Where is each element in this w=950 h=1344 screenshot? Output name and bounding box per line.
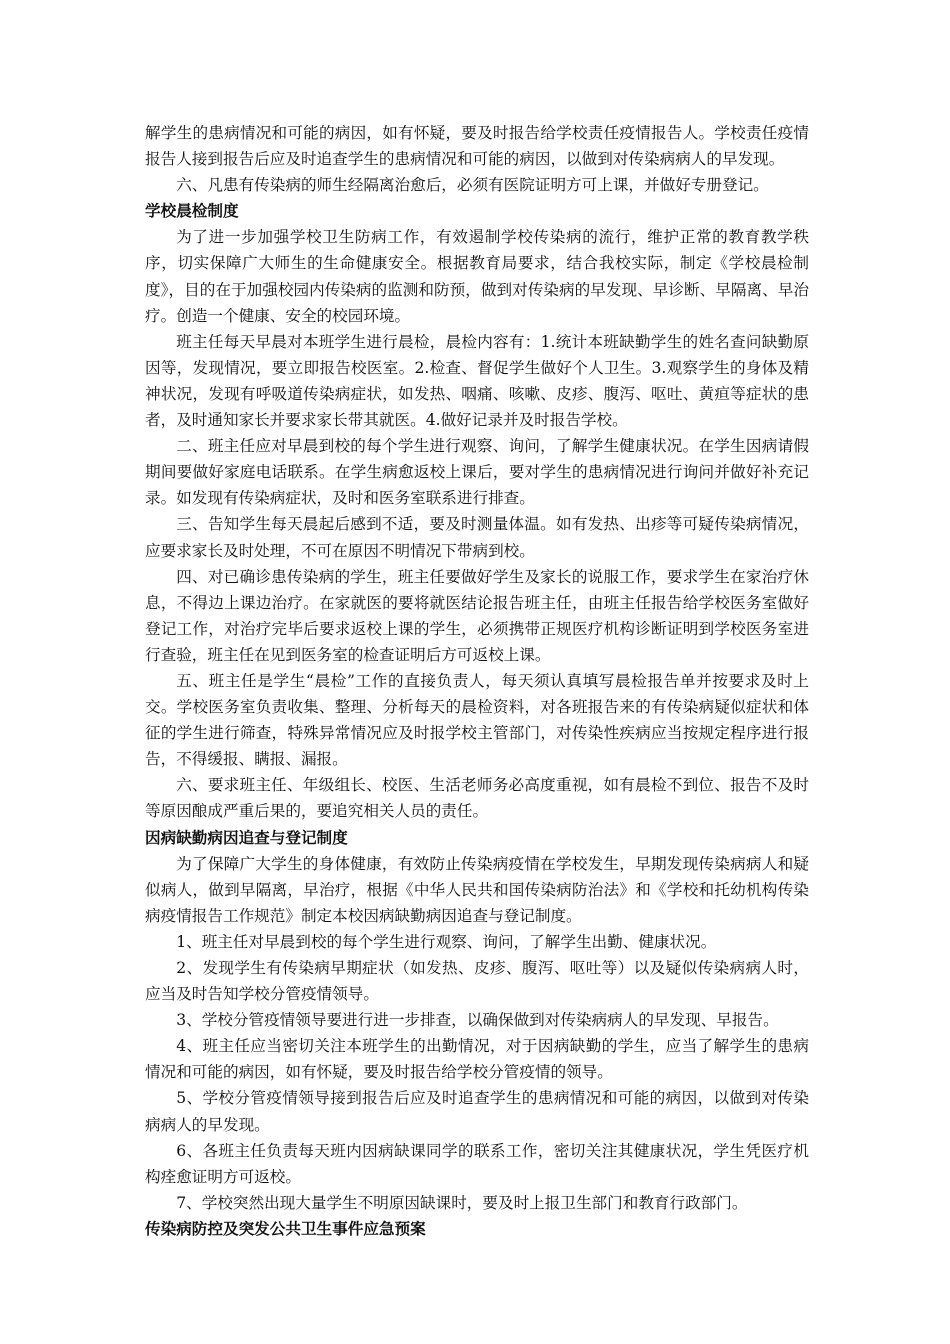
paragraph-absence-item-2: 2、发现学生有传染病早期症状（如发热、皮疹、腹泻、呕吐等）以及疑似传染病病人时，应当及时告知学校分管疫情领导。 — [145, 959, 809, 1004]
heading-absence-tracking: 因病缺勤病因追查与登记制度 — [145, 828, 348, 847]
heading-emergency-plan: 传染病防控及突发公共卫生事件应急预案 — [145, 1219, 426, 1238]
heading-morning-check: 学校晨检制度 — [145, 202, 239, 221]
paragraph-morning-content: 班主任每天早晨对本班学生进行晨检，晨检内容有：1.统计本班缺勤学生的姓名查问缺勤原因等，发现情况，要立即报告校医室。2.检查、督促学生做好个人卫生。3.观察学生的身体及精神状况，发现有呼吸道传染病症状，如发热、咽痛、咳嗽、皮疹、腹泻、呕吐、黄疸等症状的患者，及时通知家长并要求家长带其就医。4.做好记录并及时报告学校。 — [145, 332, 809, 430]
paragraph-absence-item-3: 3、学校分管疫情领导要进行进一步排查，以确保做到对传染病病人的早发现、早报告。 — [176, 1011, 779, 1030]
paragraph-absence-item-7: 7、学校突然出现大量学生不明原因缺课时，要及时上报卫生部门和教育行政部门。 — [176, 1193, 748, 1212]
paragraph-morning-item-six: 六、要求班主任、年级组长、校医、生活老师务必高度重视，如有晨检不到位、报告不及时等原因酿成严重后果的，要追究相关人员的责任。 — [145, 776, 809, 821]
paragraph-absence-purpose: 为了保障广大学生的身体健康，有效防止传染病疫情在学校发生，早期发现传染病病人和疑似病人，做到早隔离，早治疗，根据《中华人民共和国传染病防治法》和《学校和托幼机构传染病疫情报告工作规范》制定本校因病缺勤病因追查与登记制度。 — [145, 854, 809, 925]
paragraph-absence-item-1: 1、班主任对早晨到校的每个学生进行观察、询问，了解学生出勤、健康状况。 — [176, 932, 717, 951]
paragraph-intro-item-six: 六、凡患有传染病的师生经隔离治愈后，必须有医院证明方可上课，并做好专册登记。 — [176, 176, 769, 195]
paragraph-morning-item-three: 三、告知学生每天晨起后感到不适，要及时测量体温。如有发热、出疹等可疑传染病情况，应要求家长及时处理，不可在原因不明情况下带病到校。 — [145, 515, 809, 560]
paragraph-morning-item-two: 二、班主任应对早晨到校的每个学生进行观察、询问，了解学生健康状况。在学生因病请假期间要做好家庭电话联系。在学生病愈返校上课后，要对学生的患病情况进行询问并做好补充记录。如发现有传染病症状，及时和医务室联系进行排查。 — [145, 437, 809, 508]
paragraph-morning-purpose: 为了进一步加强学校卫生防病工作，有效遏制学校传染病的流行，维护正常的教育教学秩序，切实保障广大师生的生命健康安全。根据教育局要求，结合我校实际，制定《学校晨检制度》，目的在于加强校园内传染病的监测和防预，做到对传染病的早发现、早诊断、早隔离、早治疗。创造一个健康、安全的校园环境。 — [145, 228, 809, 325]
paragraph-absence-item-4: 4、班主任应当密切关注本班学生的出勤情况，对于因病缺勤的学生，应当了解学生的患病情况和可能的病因，如有怀疑，要及时报告给学校分管疫情的领导。 — [145, 1037, 809, 1082]
paragraph-intro-continued: 解学生的患病情况和可能的病因，如有怀疑，要及时报告给学校责任疫情报告人。学校责任疫情报告人接到报告后应及时追查学生的患病情况和可能的病因，以做到对传染病病人的早发现。 — [145, 124, 809, 169]
paragraph-morning-item-five: 五、班主任是学生“晨检”工作的直接负责人，每天须认真填写晨检报告单并按要求及时上交。学校医务室负责收集、整理、分析每天的晨检资料，对各班报告来的有传染病疑似症状和体征的学生进行筛查，特殊异常情况应及时报学校主管部门，对传染性疾病应当按规定程序进行报告，不得缓报、瞒报、漏报。 — [145, 671, 809, 769]
paragraph-morning-item-four: 四、对已确诊患传染病的学生，班主任要做好学生及家长的说服工作，要求学生在家治疗休息，不得边上课边治疗。在家就医的要将就医结论报告班主任，由班主任报告给学校医务室做好登记工作，对治疗完毕后要求返校上课的学生，必须携带正规医疗机构诊断证明到学校医务室进行查验，班主任在见到医务室的检查证明后方可返校上课。 — [145, 567, 809, 664]
paragraph-absence-item-6: 6、各班主任负责每天班内因病缺课同学的联系工作，密切关注其健康状况，学生凭医疗机构痊愈证明方可返校。 — [145, 1141, 809, 1186]
paragraph-absence-item-5: 5、学校分管疫情领导接到报告后应及时追查学生的患病情况和可能的病因，以做到对传染病病人的早发现。 — [145, 1089, 809, 1134]
document-page — [145, 120, 809, 1242]
